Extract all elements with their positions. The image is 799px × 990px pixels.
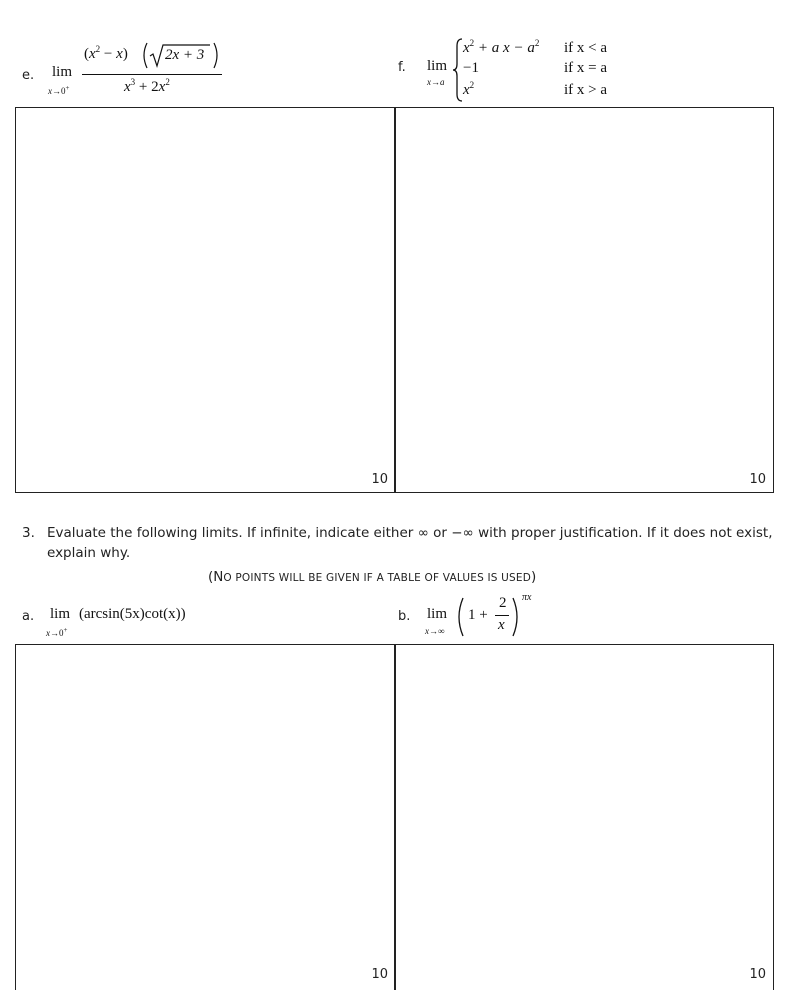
- question-3-line1: Evaluate the following limits. If infinite, indicate either ∞ or −∞ with proper justification. If it does not exist,: [47, 525, 773, 541]
- problem-e-radicand: 2x + 3: [165, 47, 205, 63]
- problem-f-case1-cond: if x < a: [564, 40, 608, 56]
- problem-a-lim: lim: [50, 606, 71, 622]
- points-f: 10: [749, 472, 766, 487]
- answer-box-e[interactable]: [15, 107, 396, 493]
- problem-e-lim: lim: [52, 64, 73, 80]
- problem-b-lim: lim: [427, 606, 448, 622]
- problem-b-label: b.: [398, 609, 411, 624]
- problem-a-expression: (arcsin(5x)cot(x)): [79, 606, 186, 622]
- problem-b-frac-den: x: [498, 617, 505, 633]
- problem-e-numerator: $(x^2 - x)$: [84, 44, 128, 62]
- question-3-note: (NO POINTS WILL BE GIVEN IF A TABLE OF VALUES IS USED): [208, 569, 537, 585]
- question-3-line2: explain why.: [47, 545, 131, 561]
- problem-b-fraction-bar: [495, 615, 509, 616]
- problem-f-label: f.: [398, 60, 406, 75]
- problem-e-denominator: $x^3 + 2x^2$: [124, 77, 170, 95]
- points-e: 10: [371, 472, 388, 487]
- points-b: 10: [749, 967, 766, 982]
- problem-f-case2-cond: if x = a: [564, 60, 608, 76]
- problem-e-label: e.: [22, 68, 35, 83]
- problem-a-lim-subscript: x→0+: [46, 626, 68, 638]
- problem-b-parens: [455, 596, 525, 638]
- problem-f-lim: lim: [427, 58, 448, 74]
- problem-e-fraction-bar: [82, 74, 222, 75]
- problem-f-case1-expr: $x^2 + a$ $x - a^2$: [463, 38, 540, 56]
- answer-box-f[interactable]: [394, 107, 774, 493]
- problem-b-lim-subscript: x→∞: [425, 626, 445, 636]
- points-a: 10: [371, 967, 388, 982]
- question-3-number: 3.: [22, 525, 35, 541]
- answer-box-a[interactable]: [15, 644, 396, 990]
- problem-e-lim-subscript: x→0+: [48, 84, 70, 96]
- problem-b-frac-num: 2: [499, 595, 507, 611]
- problem-f-lim-subscript: x→a: [427, 77, 445, 87]
- answer-box-b[interactable]: [394, 644, 774, 990]
- problem-f-case2-expr: −1: [463, 60, 479, 76]
- problem-b-exponent: πx: [522, 592, 532, 603]
- problem-a-label: a.: [22, 609, 35, 624]
- problem-f-case3-expr: $x^2$: [463, 80, 475, 98]
- problem-f-case3-cond: if x > a: [564, 82, 608, 98]
- problem-b-one-plus: 1 +: [468, 607, 488, 623]
